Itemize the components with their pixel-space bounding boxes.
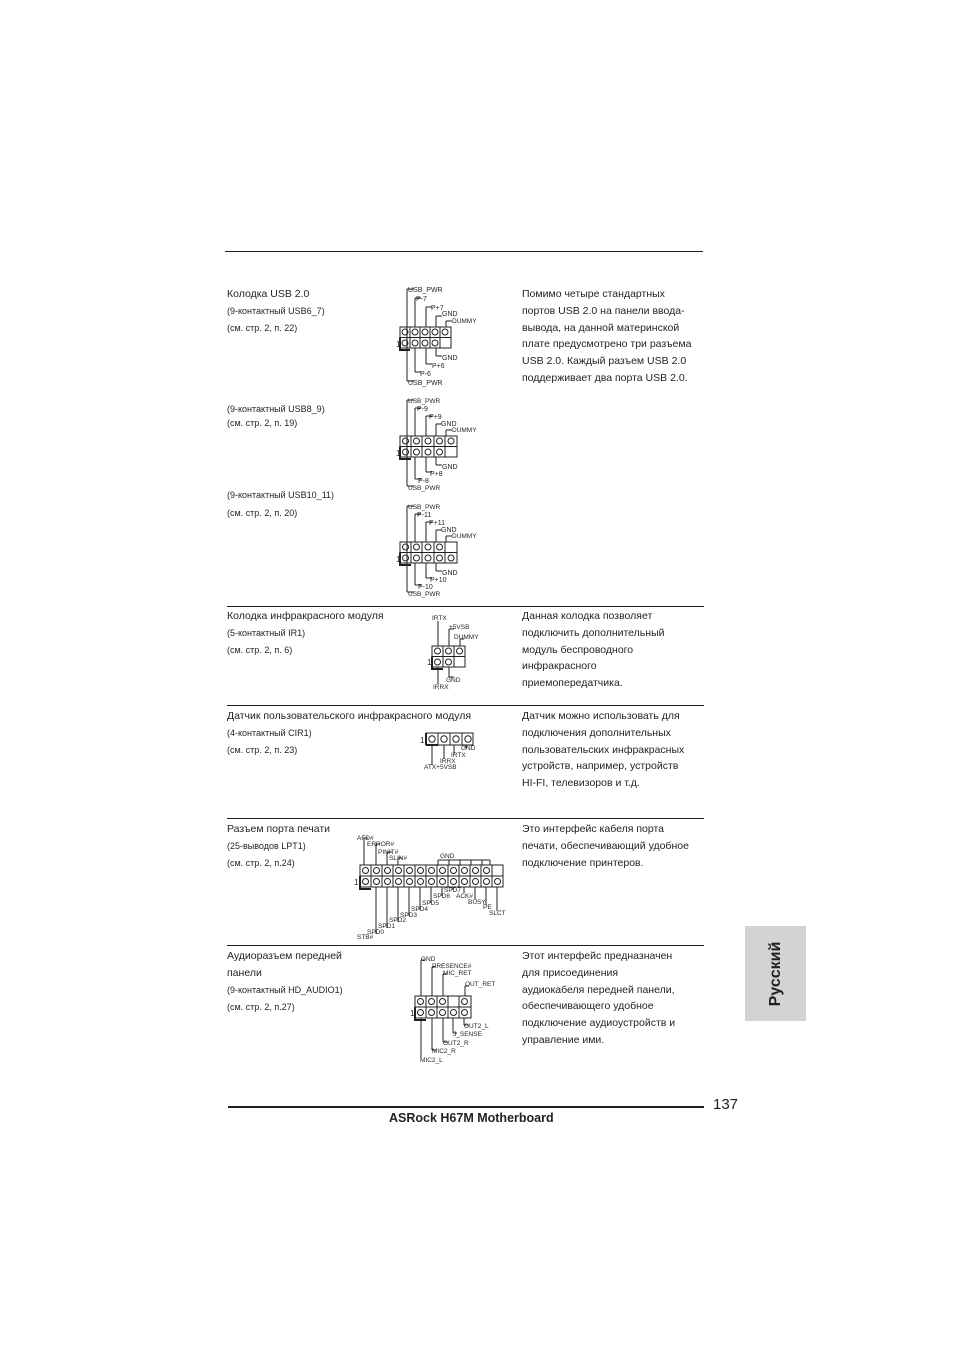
pin-label: GND	[442, 464, 458, 471]
pin-label: SPD6	[433, 893, 450, 900]
pin-label: SPD5	[422, 900, 439, 907]
desc-line: модуль беспроводного	[522, 643, 634, 656]
desc-line: управление ими.	[522, 1033, 605, 1046]
desc-line: Датчик можно использовать для	[522, 710, 680, 722]
desc-line: плате предусмотрено три разъема	[522, 338, 692, 351]
pin-label: GND	[442, 570, 458, 577]
pin-label: IRTX	[432, 615, 447, 622]
pin-label: SPD3	[400, 912, 417, 919]
pin-label: P-11	[417, 512, 432, 519]
pin-label: P-9	[417, 406, 428, 413]
desc-line: подключение аудиоустройств и	[522, 1017, 676, 1030]
ir-description	[522, 608, 712, 692]
audio-connector-ref: (см. стр. 2, п.27)	[227, 1002, 295, 1012]
pin-label: P-8	[418, 478, 429, 485]
desc-line: устройств, например, устройств	[522, 760, 679, 773]
desc-line: печати, обеспечивающий удобное	[522, 839, 689, 852]
audio-pinout-diagram	[405, 952, 505, 1066]
cir-pinout-diagram	[418, 730, 488, 775]
ir-connector-ref: (см. стр. 2, п. 6)	[227, 645, 293, 655]
desc-line: подключить дополнительный	[522, 626, 665, 639]
pin-label: DUMMY	[452, 318, 477, 325]
desc-line: портов USB 2.0 на панели ввода-	[522, 304, 685, 317]
pin-label: GND	[441, 527, 457, 534]
desc-line: Этот интерфейс предназначен	[522, 950, 673, 962]
desc-line: инфракрасного	[522, 660, 597, 673]
desc-line: обеспечивающего удобное	[522, 1000, 654, 1013]
cir-connector-ref: (см. стр. 2, п. 23)	[227, 745, 298, 755]
svg-text:1: 1	[396, 555, 401, 564]
ir-pinout-diagram	[424, 612, 494, 692]
desc-line: USB 2.0. Каждый разъем USB 2.0	[522, 355, 687, 368]
desc-line: HI-FI, телевизоров и т.д.	[522, 777, 640, 790]
pin-label: GND	[441, 421, 457, 428]
svg-text:1: 1	[420, 736, 425, 745]
page-number: 137	[713, 1096, 739, 1113]
audio-description	[522, 948, 712, 1049]
svg-text:1: 1	[410, 1009, 415, 1018]
cir-description	[522, 708, 712, 792]
lpt-pinout-diagram	[352, 830, 512, 942]
pin-label: IRRX	[433, 684, 449, 691]
desc-line: пользовательских инфракрасных	[522, 743, 685, 756]
lpt-connector-ref: (см. стр. 2, п.24)	[227, 858, 295, 868]
pin-label: P-6	[420, 371, 431, 378]
top-rule	[225, 251, 703, 252]
pin-label: SLIN#	[389, 855, 408, 862]
pin-label: ATX+5VSB	[424, 764, 457, 771]
pin-label: BUSY	[468, 899, 486, 906]
pin-label: PE	[483, 904, 492, 911]
desc-line: вывода, на данной материнской	[522, 321, 680, 334]
pin-label: USB_PWR	[408, 398, 441, 405]
section-divider	[227, 705, 704, 706]
cir-section-title: Датчик пользовательского инфракрасного модуля	[227, 710, 472, 722]
desc-line: Это интерфейс кабеля порта	[522, 823, 664, 835]
audio-section-title	[227, 948, 342, 982]
usb8-9-connector-name: (9-контактный USB8_9)	[227, 404, 325, 414]
pin-label: PRESENCE#	[432, 963, 472, 970]
title-line: панели	[227, 967, 262, 979]
pin-label: USB_PWR	[408, 380, 443, 387]
desc-line: подключение принтеров.	[522, 856, 644, 869]
pin-label: SPD1	[378, 923, 395, 930]
pin-label: MIC_RET	[443, 970, 472, 977]
language-side-tab	[745, 926, 806, 1021]
pin-label: GND	[440, 853, 455, 860]
pin-label: SLCT	[489, 910, 506, 917]
footer-title: ASRock H67M Motherboard	[389, 1111, 554, 1125]
pin-label: PINIT#	[378, 849, 399, 856]
pin-label: IRRX	[440, 758, 456, 765]
pin-label: SPD2	[389, 917, 406, 924]
desc-line: приемопередатчика.	[522, 677, 623, 690]
pin-label: OUT_RET	[465, 981, 496, 988]
usb10-11-connector-name: (9-контактный USB10_11)	[227, 490, 335, 500]
pin-label: IRTX	[451, 752, 466, 759]
usb10-11-pinout-diagram	[390, 501, 490, 601]
pin-label: P+6	[432, 363, 445, 370]
cir-connector-name: (4-контактный CIR1)	[227, 728, 312, 738]
desc-line: Данная колодка позволяет	[522, 610, 653, 622]
section-divider	[227, 606, 704, 607]
pin-label: ACK#	[456, 893, 473, 900]
section-divider	[227, 945, 704, 946]
usb6-7-pinout-diagram	[390, 284, 490, 390]
pin-label: P+10	[430, 577, 447, 584]
pin-label: OUT2_R	[443, 1040, 469, 1047]
svg-text:1: 1	[396, 340, 401, 349]
pin-label: USB_PWR	[408, 485, 441, 492]
section-divider	[227, 818, 704, 819]
pin-label: GND	[442, 311, 458, 318]
desc-line: подключения дополнительных	[522, 726, 671, 739]
lpt-description	[522, 821, 712, 871]
usb6-7-connector-ref: (см. стр. 2, п. 22)	[227, 323, 298, 333]
pin-label: USB_PWR	[408, 591, 441, 598]
pin-label: P+7	[431, 305, 444, 312]
pin-label: P+9	[429, 414, 442, 421]
pin-label: +5VSB	[449, 624, 470, 631]
pin-label: DUMMY	[452, 427, 477, 434]
svg-text:1: 1	[396, 449, 401, 458]
pin-label: MIC2_R	[432, 1048, 456, 1055]
usb10-11-connector-ref: (см. стр. 2, п. 20)	[227, 508, 298, 518]
lpt-connector-name: (25-выводов LPT1)	[227, 841, 306, 851]
ir-section-title: Колодка инфракрасного модуля	[227, 610, 384, 622]
pin-label: P+8	[430, 471, 443, 478]
usb-section-title: Колодка USB 2.0	[227, 288, 310, 300]
usb8-9-connector-ref: (см. стр. 2, п. 19)	[227, 418, 298, 428]
usb6-7-connector-name: (9-контактный USB6_7)	[227, 306, 325, 316]
pin-label: GND	[442, 355, 458, 362]
audio-connector-name: (9-контактный HD_AUDIO1)	[227, 985, 343, 995]
pin-label: SPD7	[444, 887, 461, 894]
pin-label: AFD#	[357, 835, 374, 842]
pin-label: SPD4	[411, 906, 428, 913]
pin-label: GND	[421, 956, 436, 963]
ir-connector-name: (5-контактный IR1)	[227, 628, 306, 638]
svg-text:1: 1	[354, 878, 359, 887]
pin-label: J_SENSE	[453, 1031, 482, 1038]
pin-label: USB_PWR	[408, 504, 441, 511]
usb8-9-pinout-diagram	[390, 395, 490, 495]
pin-label: GND	[461, 745, 476, 752]
pin-label: DUMMY	[452, 533, 477, 540]
pin-label: STB#	[357, 934, 374, 941]
language-tab-label: Русский	[766, 941, 784, 1006]
title-line: Аудиоразъем передней	[227, 950, 342, 962]
desc-line: аудиокабеля передней панели,	[522, 983, 675, 996]
pin-label: P-7	[416, 296, 427, 303]
pin-label: P+11	[429, 520, 446, 527]
pin-label: MIC2_L	[420, 1057, 443, 1064]
usb-description	[522, 286, 712, 387]
pin-label: SPD0	[367, 929, 384, 936]
desc-line: Помимо четыре стандартных	[522, 288, 665, 300]
pin-label: ERROR#	[367, 841, 395, 848]
pin-label: P-10	[418, 584, 433, 591]
pin-label: OUT2_L	[464, 1023, 489, 1030]
desc-line: поддерживает два порта USB 2.0.	[522, 371, 688, 384]
desc-line: для присоединения	[522, 966, 619, 979]
pin-label: GND	[446, 677, 461, 684]
pin-label: USB_PWR	[408, 287, 443, 294]
pin-label: DUMMY	[454, 634, 479, 641]
svg-text:1: 1	[427, 658, 432, 667]
footer-rule	[228, 1106, 704, 1108]
lpt-section-title: Разъем порта печати	[227, 823, 331, 835]
